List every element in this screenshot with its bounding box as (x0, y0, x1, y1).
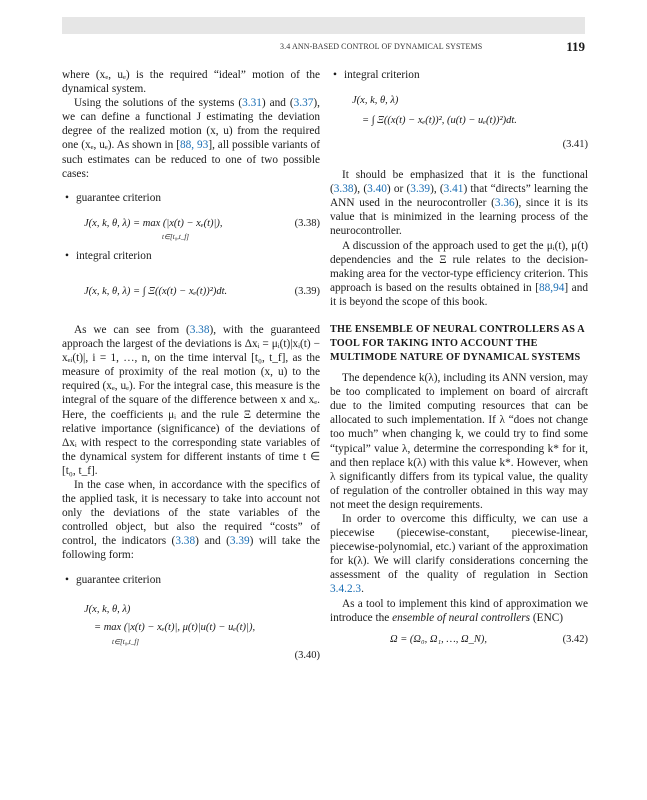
bullet-integral-criterion-2: • integral criterion (333, 69, 420, 81)
paragraph-discussion: A discussion of the approach used to get the μᵢ(t), μ(t) dependencies and the Ξ rule relates to the decision-making area for the vector-type efficiency criterion. This approach is based on the results obtained in [88,94] and it is beyond the scope of this book. (330, 239, 588, 308)
equation-3-40: J(x, k, θ, λ) = max (|x(t) − xₑ(t)|, μ(t)|u(t) − uₑ(t)|), t∈[t₀,t_f] (3.40) (62, 599, 320, 665)
bullet-guarantee-criterion-2: • guarantee criterion (65, 573, 161, 586)
paragraph-enc: As a tool to implement this kind of approximation we introduce the ensemble of neural controllers (ENC) (330, 597, 588, 624)
section-title: THE ENSEMBLE OF NEURAL CONTROLLERS AS A TOOL FOR TAKING INTO ACCOUNT THE MULTIMODE NATURE OF DYNAMICAL SYSTEMS (330, 324, 585, 364)
paragraph-costs: In the case when, in accordance with the specifics of the applied task, it is necessary to take into account not only the deviations of the state variables of the controlled object, but also the required “costs” of control, the indicators (3.38) and (3.39) will take the following form: (62, 478, 320, 562)
ref-3-36[interactable]: 3.36 (494, 197, 515, 210)
equation-3-39: J(x, k, θ, λ) = ∫ Ξ((x(t) − xₑ(t))²)dt. (3.39) (62, 275, 320, 309)
ref-3-38[interactable]: 3.38 (175, 535, 196, 548)
ref-3-38[interactable]: 3.38 (189, 323, 210, 336)
paragraph-dependence: The dependence k(λ), including its ANN version, may be too complicated to implement on board of aircraft due to the limited computing resources that can be allocated to such implementation. If λ “does not change too much” when changing k, we could try to find some “typical” value λ, determine the corresponding k* for it, and then replace k(λ) with this value k*. However, when λ significantly differs from its typical value, the quality of regulation of the controller obtained in this way may not meet the design requirements. (330, 372, 588, 511)
paragraph-motion: where (xₑ, uₑ) is the required “ideal” motion of the dynamical system. (62, 69, 320, 96)
paragraph-guaranteed-approach: As we can see from (3.38), with the guaranteed approach the largest of the deviations is Δxᵢ = μᵢ(t)|xᵢ(t) − xₑᵢ(t)|, i = 1, …, n, on the time interval [t₀, t_f], as the measure of proximity of the real motion (x, u) to the required (xₑ, uₑ). For the integral case, this measure is the integral of the square of the difference between x and xₑ. Here, the coefficients μᵢ and the rule Ξ determine the relative importance (significance) of the deviations of Δxᵢ with respect to the corresponding state variables of the dynamical system for different instants of time t ∈ [t₀, t_f]. (62, 323, 320, 477)
page-number: 119 (566, 39, 585, 54)
ref-3-40[interactable]: 3.40 (367, 183, 387, 196)
running-head: 3.4 ANN-BASED CONTROL OF DYNAMICAL SYSTEMS (280, 42, 483, 51)
paragraph-emphasis: It should be emphasized that it is the functional (3.38), (3.40) or (3.39), (3.41) that “directs” learning the ANN used in the neurocontroller (3.36), since it is its value that is minimized in the learning process of the neurocontroller. (330, 169, 588, 238)
equation-number: (3.41) (562, 139, 588, 151)
ref-3-37[interactable]: 3.37 (293, 97, 314, 110)
header-bar (62, 17, 585, 34)
equation-3-41: J(x, k, θ, λ) = ∫ Ξ((x(t) − xₑ(t))², (u(t) − uₑ(t))²)dt. (3.41) (330, 94, 588, 156)
ref-3-41[interactable]: 3.41 (443, 183, 464, 196)
equation-number: (3.40) (294, 649, 320, 661)
ref-3-31[interactable]: 3.31 (242, 97, 262, 110)
ref-88-93[interactable]: 88, 93 (179, 139, 209, 152)
equation-number: (3.39) (294, 285, 320, 297)
ref-3-39[interactable]: 3.39 (229, 535, 250, 548)
equation-number: (3.38) (294, 217, 320, 229)
left-column (62, 68, 320, 677)
ref-3-39[interactable]: 3.39 (410, 183, 431, 196)
paragraph-piecewise: In order to overcome this difficulty, we can use a piecewise (piecewise-constant, piecewise-linear, piecewise-polynomial, etc.) variant of the approximation for k(λ). We will clarify considerations concerning the assessment of the quality of regulation in Section 3.4.2.3. (330, 512, 588, 596)
equation-3-38: J(x, k, θ, λ) = max (|x(t) − xₑ(t)|), t∈[t₀,t_f] (3.38) (84, 217, 320, 241)
page-header (62, 41, 585, 55)
paragraph-functional: Using the solutions of the systems (3.31) and (3.37), we can define a functional J estimating the deviation degree of the realized motion (x, u) from the required one (xₑ, uₑ). As shown in [88, 93], all possible variants of such estimates can be reduced to one of two possible cases: (62, 97, 321, 180)
bullet-guarantee-criterion: • guarantee criterion (65, 191, 161, 204)
equation-number: (3.42) (562, 633, 588, 645)
bullet-integral-criterion: • integral criterion (65, 249, 152, 262)
ref-3-38[interactable]: 3.38 (333, 183, 354, 196)
right-column (330, 68, 588, 665)
ref-88-94[interactable]: 88,94 (538, 281, 565, 294)
ref-section-3-4-2-3[interactable]: 3.4.2.3 (330, 583, 362, 596)
equation-3-42: Ω = (Ω₀, Ω₁, …, Ω_N), (3.42) (330, 633, 588, 653)
